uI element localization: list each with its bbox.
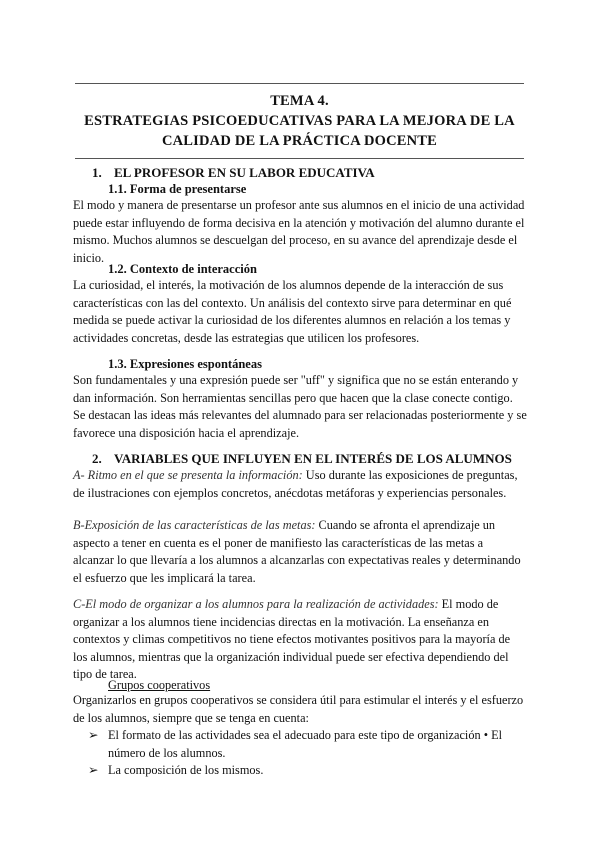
section-1-heading xyxy=(92,165,375,181)
subsection-1-1-text: El modo y manera de presentarse un profesor ante sus alumnos en el inicio de una actividad puede estar influyendo de forma decisiva en la atención y motivación del alumno durante el mismo. Muchos alumnos se descuelgan del proceso, en su avance del aprendizaje desde el inicio. xyxy=(73,198,525,265)
arrow-bullet-icon: ➢ xyxy=(88,763,99,777)
subsection-1-2-heading: 1.2. Contexto de interacción xyxy=(108,262,257,276)
title-line-2: ESTRATEGIAS PSICOEDUCATIVAS PARA LA MEJORA DE LA xyxy=(84,113,515,129)
arrow-bullet-icon: ➢ xyxy=(88,728,99,742)
subsection-1-3-paragraph-2: Se destacan las ideas más relevantes del alumnado para ser relacionadas posteriormente y se favorece una disposición hacia el aprendizaje. xyxy=(73,408,527,440)
bullet-text-2: La composición de los mismos. xyxy=(108,763,264,777)
subsection-1-2-text: La curiosidad, el interés, la motivación de los alumnos depende de la interacción de sus características con las del contexto. Un análisis del contexto sirve para determinar en qué medida se puede activar la curiosidad de los diferentes alumnos en relación a los temas y actividades concretas, desde las estrategias que utilicen los profesores. xyxy=(73,278,512,345)
item-c-lead: C-El modo de organizar a los alumnos para la realización de actividades: xyxy=(73,597,439,611)
groups-heading: Grupos cooperativos xyxy=(108,678,211,692)
section-2-title: VARIABLES QUE INFLUYEN EN EL INTERÉS DE LOS ALUMNOS xyxy=(114,451,512,466)
section-2-heading xyxy=(92,451,512,467)
subsection-1-3-text xyxy=(73,372,527,442)
subsection-1-3-heading: 1.3. Expresiones espontáneas xyxy=(108,357,262,371)
bullet-item xyxy=(88,727,518,762)
title-line-3: CALIDAD DE LA PRÁCTICA DOCENTE xyxy=(161,133,438,149)
title-bottom-rule xyxy=(75,158,524,159)
section-1-number: 1. xyxy=(92,165,102,180)
section-1-title: EL PROFESOR EN SU LABOR EDUCATIVA xyxy=(114,165,375,180)
title-line-1: TEMA 4. xyxy=(270,93,329,109)
item-a-lead: A- Ritmo en el que se presenta la información: xyxy=(73,468,303,482)
item-a-text: Uso durante las exposiciones de preguntas, de ilustraciones con ejemplos concretos, anécdotas metáforas y experiencias personales. xyxy=(73,468,518,500)
subsection-1-3-paragraph-1: Son fundamentales y una expresión puede ser "uff" y significa que no se están enterando y dan información. Son herramientas sencillas pero que hacen que la clase conecte contigo. xyxy=(73,373,519,405)
item-b-lead: B-Exposición de las características de las metas: xyxy=(73,518,316,532)
item-c-text: El modo de organizar a los alumnos tiene incidencias directas en la motivación. La enseñanza en contextos y climas competitivos no tiene efectos motivantes positivos para la mayoría de los alumnos, mientras que la organización individual puede ser efectiva dependiendo del tipo de tarea. xyxy=(73,597,511,682)
item-c-paragraph xyxy=(73,596,527,684)
bullet-text-1: El formato de las actividades sea el adecuado para este tipo de organización • El número de los alumnos. xyxy=(108,728,502,760)
item-a-paragraph xyxy=(73,467,527,502)
top-rule xyxy=(75,83,524,84)
subsection-1-1-heading: 1.1. Forma de presentarse xyxy=(108,182,247,196)
item-b-paragraph xyxy=(73,517,527,587)
section-2-number: 2. xyxy=(92,451,102,466)
item-b-text: Cuando se afronta el aprendizaje un aspecto a tener en cuenta es el poner de manifiesto las características de las metas a alcanzar lo que llevaría a los alumnos a alcanzarlas con expectativas reales y determinando el esfuerzo que les implicará la tarea. xyxy=(73,518,521,585)
document-title xyxy=(75,91,524,151)
groups-text: Organizarlos en grupos cooperativos se considera útil para estimular el interés y el esfuerzo de los alumnos, siempre que se tenga en cuenta: xyxy=(73,693,524,725)
bullet-item xyxy=(88,762,518,780)
